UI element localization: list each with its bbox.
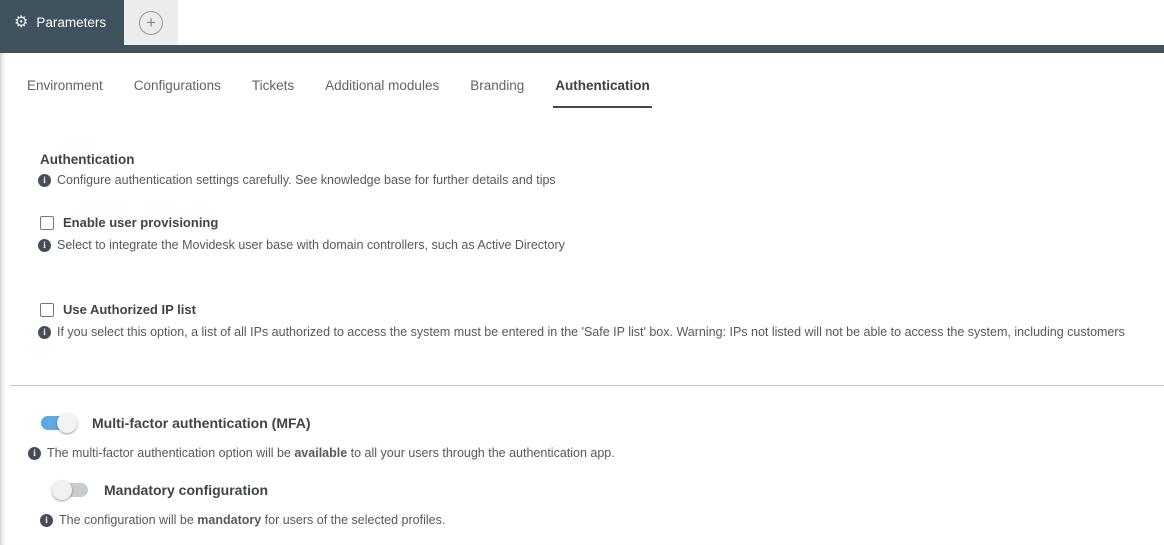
authorized-ip-list-row (40, 302, 1154, 317)
authorized-ip-list-checkbox[interactable] (40, 303, 54, 317)
mfa-info-prefix: The multi-factor authentication option will be (47, 446, 295, 460)
enable-user-provisioning-label[interactable]: Enable user provisioning (63, 215, 219, 230)
mandatory-info (28, 513, 1164, 527)
tab-environment[interactable]: Environment (27, 78, 103, 93)
window-tab-bar (0, 0, 1164, 45)
authorized-ip-list-label[interactable]: Use Authorized IP list (63, 302, 196, 317)
mfa-section (30, 413, 1164, 527)
mandatory-info-text (59, 513, 445, 527)
mfa-info-text (47, 446, 615, 460)
settings-nav-tabs (0, 53, 1164, 108)
section-info-text: Configure authentication settings carefully. See knowledge base for further details and tips (57, 173, 556, 187)
tab-authentication[interactable]: Authentication (553, 78, 652, 108)
gear-icon: ⚙ (14, 13, 29, 31)
info-icon: i (38, 239, 51, 252)
add-tab-button[interactable] (124, 0, 178, 45)
mandatory-configuration-label[interactable]: Mandatory configuration (104, 482, 269, 498)
enable-user-provisioning-info (38, 238, 1154, 252)
authorized-ip-list-info (38, 325, 1154, 339)
mfa-toggle[interactable] (40, 413, 77, 433)
mandatory-toggle-row (30, 480, 1164, 500)
section-title: Authentication (40, 152, 135, 167)
info-icon: i (40, 514, 53, 527)
info-icon: i (38, 174, 51, 187)
info-icon: i (38, 326, 51, 339)
mandatory-configuration-toggle[interactable] (52, 480, 89, 500)
section-info (38, 173, 1154, 187)
authentication-section (40, 152, 1154, 339)
enable-user-provisioning-checkbox[interactable] (40, 216, 54, 230)
mandatory-info-bold: mandatory (197, 513, 262, 527)
mfa-info-suffix: to all your users through the authentication app. (347, 446, 615, 460)
tab-branding[interactable]: Branding (470, 78, 525, 93)
header-divider-stripe (0, 45, 1164, 53)
mandatory-info-suffix: for users of the selected profiles. (261, 513, 446, 527)
enable-user-provisioning-row (40, 215, 1154, 230)
mfa-info-bold: available (294, 446, 348, 460)
mfa-toggle-row (30, 413, 1164, 433)
toggle-thumb (57, 413, 77, 433)
toggle-thumb (52, 480, 72, 500)
info-icon: i (28, 447, 41, 460)
tab-configurations[interactable]: Configurations (133, 78, 221, 93)
section-divider (10, 385, 1164, 386)
content-panel (0, 53, 1164, 545)
tab-tickets[interactable]: Tickets (251, 78, 295, 93)
tab-parameters[interactable] (0, 0, 124, 45)
mandatory-info-prefix: The configuration will be (59, 513, 198, 527)
plus-circle-icon: + (139, 11, 163, 35)
tab-parameters-label: Parameters (36, 15, 107, 30)
enable-user-provisioning-info-text: Select to integrate the Movidesk user base with domain controllers, such as Active Directory (57, 238, 565, 252)
authorized-ip-list-info-text: If you select this option, a list of all IPs authorized to access the system must be entered in the 'Safe IP list' box. Warning: IPs not listed will not be able to access the system, including customers (57, 325, 1125, 339)
mfa-toggle-label[interactable]: Multi-factor authentication (MFA) (92, 415, 311, 431)
tab-additional-modules[interactable]: Additional modules (325, 78, 440, 93)
mfa-info (28, 446, 1164, 460)
